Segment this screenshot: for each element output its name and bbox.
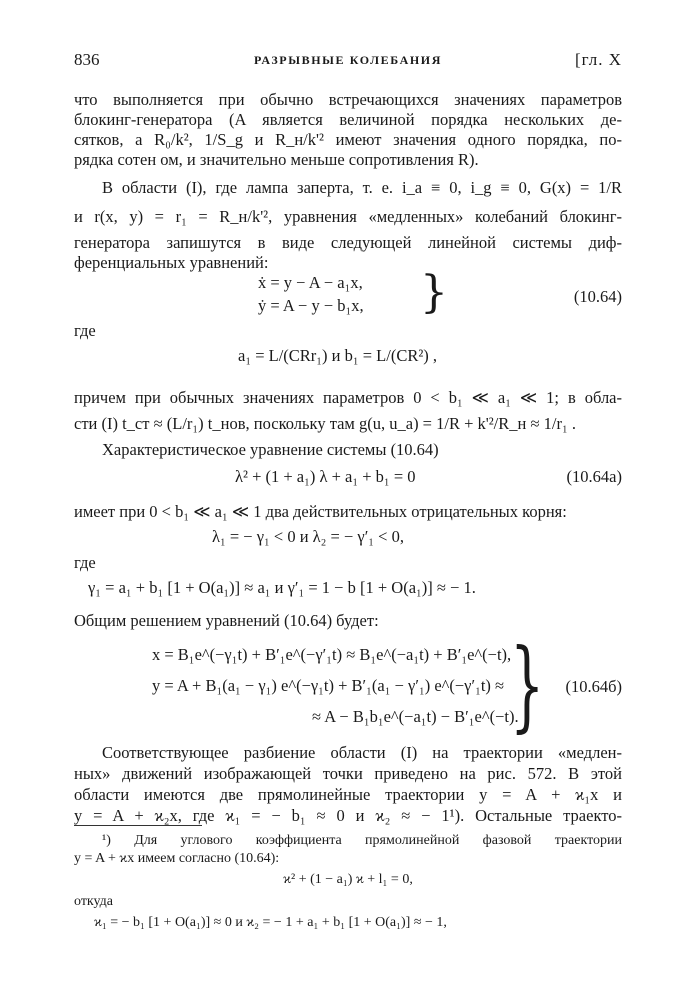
body-line: y = A + ϰ₂x, где ϰ₁ = − b₁ ≈ 0 и ϰ₂ ≈ − 1¹). Остальные траекто- (74, 806, 622, 825)
right-brace: } (510, 629, 545, 743)
body-line: где (74, 321, 96, 340)
footnote-equation: ϰ₁ = − b₁ [1 + O(a₁)] ≈ 0 и ϰ₂ = − 1 + a₁ + b₁ [1 + O(a₁)] ≈ − 1, (94, 915, 447, 930)
body-line: и r(x, y) = r₁ = R_н/k'², уравнения «медленных» колебаний блокинг- (74, 207, 622, 226)
body-line: рядка сотен ом, и значительно меньше сопротивления R). (74, 150, 479, 169)
roots-equation: λ₁ = − γ₁ < 0 и λ₂ = − γ′₁ < 0, (212, 527, 404, 546)
body-line: сятков, а R₀/k², 1/S_g и R_н/k'² имеют значения одного порядка, по- (74, 130, 622, 149)
body-line: области имеются две прямолинейные траектории y = A + ϰ₁x и (74, 785, 622, 804)
equation-number: (10.64б) (565, 677, 622, 696)
body-line: где (74, 553, 96, 572)
gamma-equation: γ₁ = a₁ + b₁ [1 + O(a₁)] ≈ a₁ и γ′₁ = 1 − b [1 + O(a₁)] ≈ − 1. (88, 578, 476, 597)
equation-number: (10.64a) (566, 467, 622, 486)
body-line: генератора запишутся в виде следующей линейной системы диф- (74, 233, 622, 252)
running-title: РАЗРЫВНЫЕ КОЛЕБАНИЯ (254, 53, 442, 67)
equation-system-line: ẋ = y − A − a₁x, (258, 273, 363, 292)
body-line: ных» движений изображающей точки приведено на рис. 572. В этой (74, 764, 622, 783)
footnote-equation: ϰ² + (1 − a₁) ϰ + l₁ = 0, (283, 872, 413, 887)
body-line: Характеристическое уравнение системы (10.64) (102, 440, 439, 459)
body-line: причем при обычных значениях параметров 0 < b₁ ≪ a₁ ≪ 1; в обла- (74, 388, 622, 407)
footnote-line: ¹) Для углового коэффициента прямолинейной фазовой траектории (102, 833, 622, 848)
solution-line: y = A + B₁(a₁ − γ₁) e^(−γ₁t) + B′₁(a₁ − γ′₁) e^(−γ′₁t) ≈ (152, 676, 505, 695)
body-line: имеет при 0 < b₁ ≪ a₁ ≪ 1 два действительных отрицательных корня: (74, 502, 567, 521)
body-line: ференциальных уравнений: (74, 253, 269, 272)
running-header (74, 50, 622, 74)
body-line: Соответствующее разбиение области (I) на траектории «медлен- (102, 743, 622, 762)
chapter-label: [гл. X (574, 50, 622, 69)
body-line: В области (I), где лампа заперта, т. е. i_a ≡ 0, i_g ≡ 0, G(x) = 1/R (102, 178, 622, 197)
body-line: сти (I) t_ст ≈ (L/r₁) t_нов, поскольку там g(u, u_a) = 1/R + k'²/R_н ≈ 1/r₁ . (74, 414, 576, 433)
equation-number: (10.64) (573, 287, 622, 306)
footnote-line: y = A + ϰx имеем согласно (10.64): (74, 851, 280, 866)
footnote-line: откуда (74, 894, 113, 909)
body-line: блокинг-генератора (A является величиной порядка нескольких де- (74, 110, 622, 129)
characteristic-equation: λ² + (1 + a₁) λ + a₁ + b₁ = 0 (235, 467, 416, 486)
page-number: 836 (74, 50, 100, 69)
right-brace: } (420, 267, 448, 318)
solution-line: ≈ A − B₁b₁e^(−a₁t) − B′₁e^(−t). (312, 707, 519, 726)
body-line: что выполняется при обычно встречающихся значениях параметров (74, 90, 622, 109)
coefficient-equation: a₁ = L/(CRr₁) и b₁ = L/(CR²) , (238, 346, 438, 365)
solution-line: x = B₁e^(−γ₁t) + B′₁e^(−γ′₁t) ≈ B₁e^(−a₁t) + B′₁e^(−t), (152, 645, 512, 664)
equation-system-line: ẏ = A − y − b₁x, (258, 296, 364, 315)
body-line: Общим решением уравнений (10.64) будет: (74, 611, 379, 630)
footnote-rule (74, 825, 202, 826)
